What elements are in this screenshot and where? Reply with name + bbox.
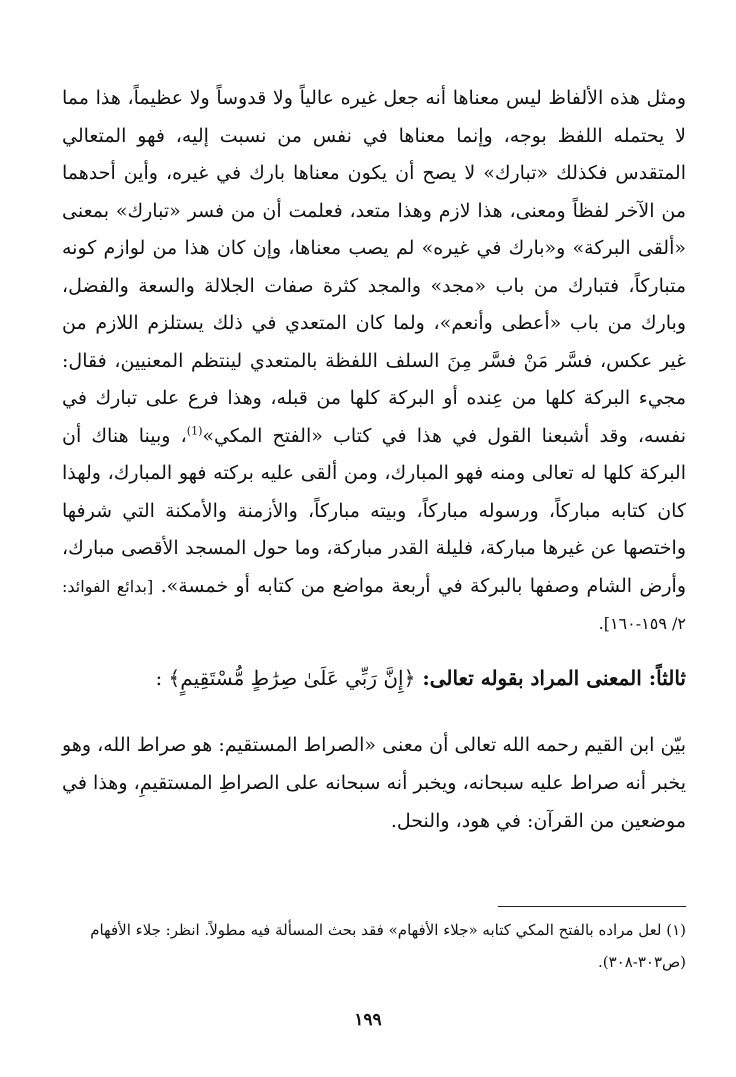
footnote-line-2: (ص٣٠٣-٣٠٨). (597, 953, 686, 971)
second-paragraph-text: بيّن ابن القيم رحمه الله تعالى أن معنى «الصراط المستقيم: هو صراط الله، وهو يخبر أنه صراط عليه سبحانه، ويخبر أنه سبحانه على الصراطِ المستقيمِ، وهذا في موضعين من القرآن: في هود، والنحل. (62, 734, 686, 832)
paragraph-text-part2: ، وبينا هناك أن البركة كلها له تعالى ومنه فهو المبارك، ومن ألقى عليه بركته فهو المبارك، ولهذا كان كتابه مباركاً، ورسوله مباركاً، وبيته مباركاً، والأزمنة والأمكنة التي شرفها واختصها عن غيرها مباركة، فليلة القدر مباركة، وما حول المسجد الأقصى مبارك، وأرض الشام وصفها بالبركة في أربعة مواضع من كتابه أو خمسة». (62, 424, 687, 597)
footnote-divider (498, 906, 686, 907)
citation: [بدائع الفوائد: ٢/ ١٥٩-١٦٠]. (62, 576, 686, 633)
section-heading-label: ثالثاً: المعنى المراد بقوله تعالى: (422, 666, 686, 690)
page-number: ١٩٩ (354, 1010, 382, 1030)
main-paragraph (62, 80, 686, 643)
second-paragraph (62, 726, 686, 840)
section-heading (62, 658, 686, 698)
footnote-line-1: (١) لعل مراده بالفتح المكي كتابه «جلاء الأفهام» فقد بحث المسألة فيه مطولاً. انظر: جلاء الأفهام (90, 921, 686, 939)
footnote (62, 914, 686, 978)
footnote-reference: (1) (186, 424, 203, 438)
quran-verse: ﴿إِنَّ رَبِّي عَلَىٰ صِرَٰطٍ مُّسْتَقِيمٍ﴾ : (155, 666, 416, 690)
paragraph-text-part1: ومثل هذه الألفاظ ليس معناها أنه جعل غيره عالياً ولا قدوساً ولا عظيماً، هذا مما لا يحتمله اللفظ بوجه، وإنما معناها في نفس من نسبت إليه، فهو المتعالي المتقدس فكذلك «تبارك» لا يصح أن يكون معناها بارك في غيره، وأين أحدهما من الآخر لفظاً ومعنى، هذا لازم وهذا متعد، فعلمت أن من فسر «تبارك» بمعنى «ألقى البركة» و«بارك في غيره» لم يصب معناها، وإن كان هذا من لوازم كونه متباركاً، فتبارك من باب «مجد» والمجد كثرة صفات الجلالة والسعة والفضل، وبارك من باب «أعطى وأنعم»، ولما كان المتعدي في ذلك يستلزم اللازم من غير عكس، فسَّر مَنْ فسَّر مِنَ السلف اللفظة بالمتعدي لينتظم المعنيين، فقال: مجيء البركة كلها من عِنده أو البركة كلها من قبله، وهذا فرع على تبارك في نفسه، وقد أشبعنا القول في هذا في كتاب «الفتح المكي» (62, 87, 687, 447)
paragraph-text (62, 80, 686, 643)
